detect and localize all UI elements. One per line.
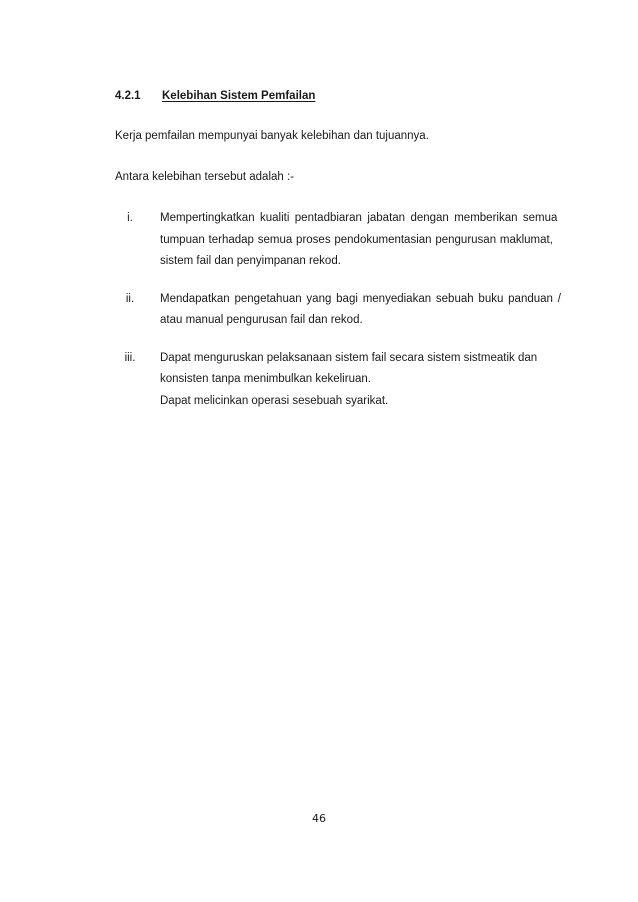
- list-item: [115, 289, 565, 332]
- section-heading: [115, 90, 315, 102]
- list-intro-paragraph: Antara kelebihan tersebut adalah :-: [115, 171, 295, 183]
- list-item: [115, 208, 565, 273]
- page-number: 46: [312, 812, 326, 825]
- list-item-line: Dapat menguruskan pelaksanaan sistem fail secara sistem sistmeatik dan: [160, 351, 538, 364]
- section-title: Kelebihan Sistem Pemfailan: [162, 90, 316, 102]
- list-marker: ii.: [125, 292, 135, 305]
- section-number: 4.2.1: [115, 90, 141, 102]
- intro-paragraph: Kerja pemfailan mempunyai banyak kelebihan dan tujuannya.: [115, 130, 429, 142]
- list-marker: i.: [127, 212, 133, 224]
- list-item-line: Mendapatkan pengetahuan yang bagi menyediakan sebuah buku panduan /: [160, 292, 561, 305]
- list-item-line: tumpuan terhadap semua proses pendokumentasian pengurusan maklumat,: [160, 233, 553, 246]
- advantages-list: [115, 208, 565, 412]
- list-item-line: Dapat melicinkan operasi sesebuah syarikat.: [160, 394, 389, 407]
- list-item-line: [160, 208, 565, 230]
- list-item-line: atau manual pengurusan fail dan rekod.: [160, 314, 363, 326]
- list-item: [115, 348, 565, 413]
- line-text: Mempertingkatkan kualiti pentadbiaran jabatan dengan memberikan semua: [160, 212, 558, 224]
- list-item-line: konsisten tanpa menimbulkan kekeliruan.: [160, 373, 371, 385]
- list-marker: iii.: [124, 351, 136, 364]
- list-item-line: sistem fail dan penyimpanan rekod.: [160, 255, 341, 267]
